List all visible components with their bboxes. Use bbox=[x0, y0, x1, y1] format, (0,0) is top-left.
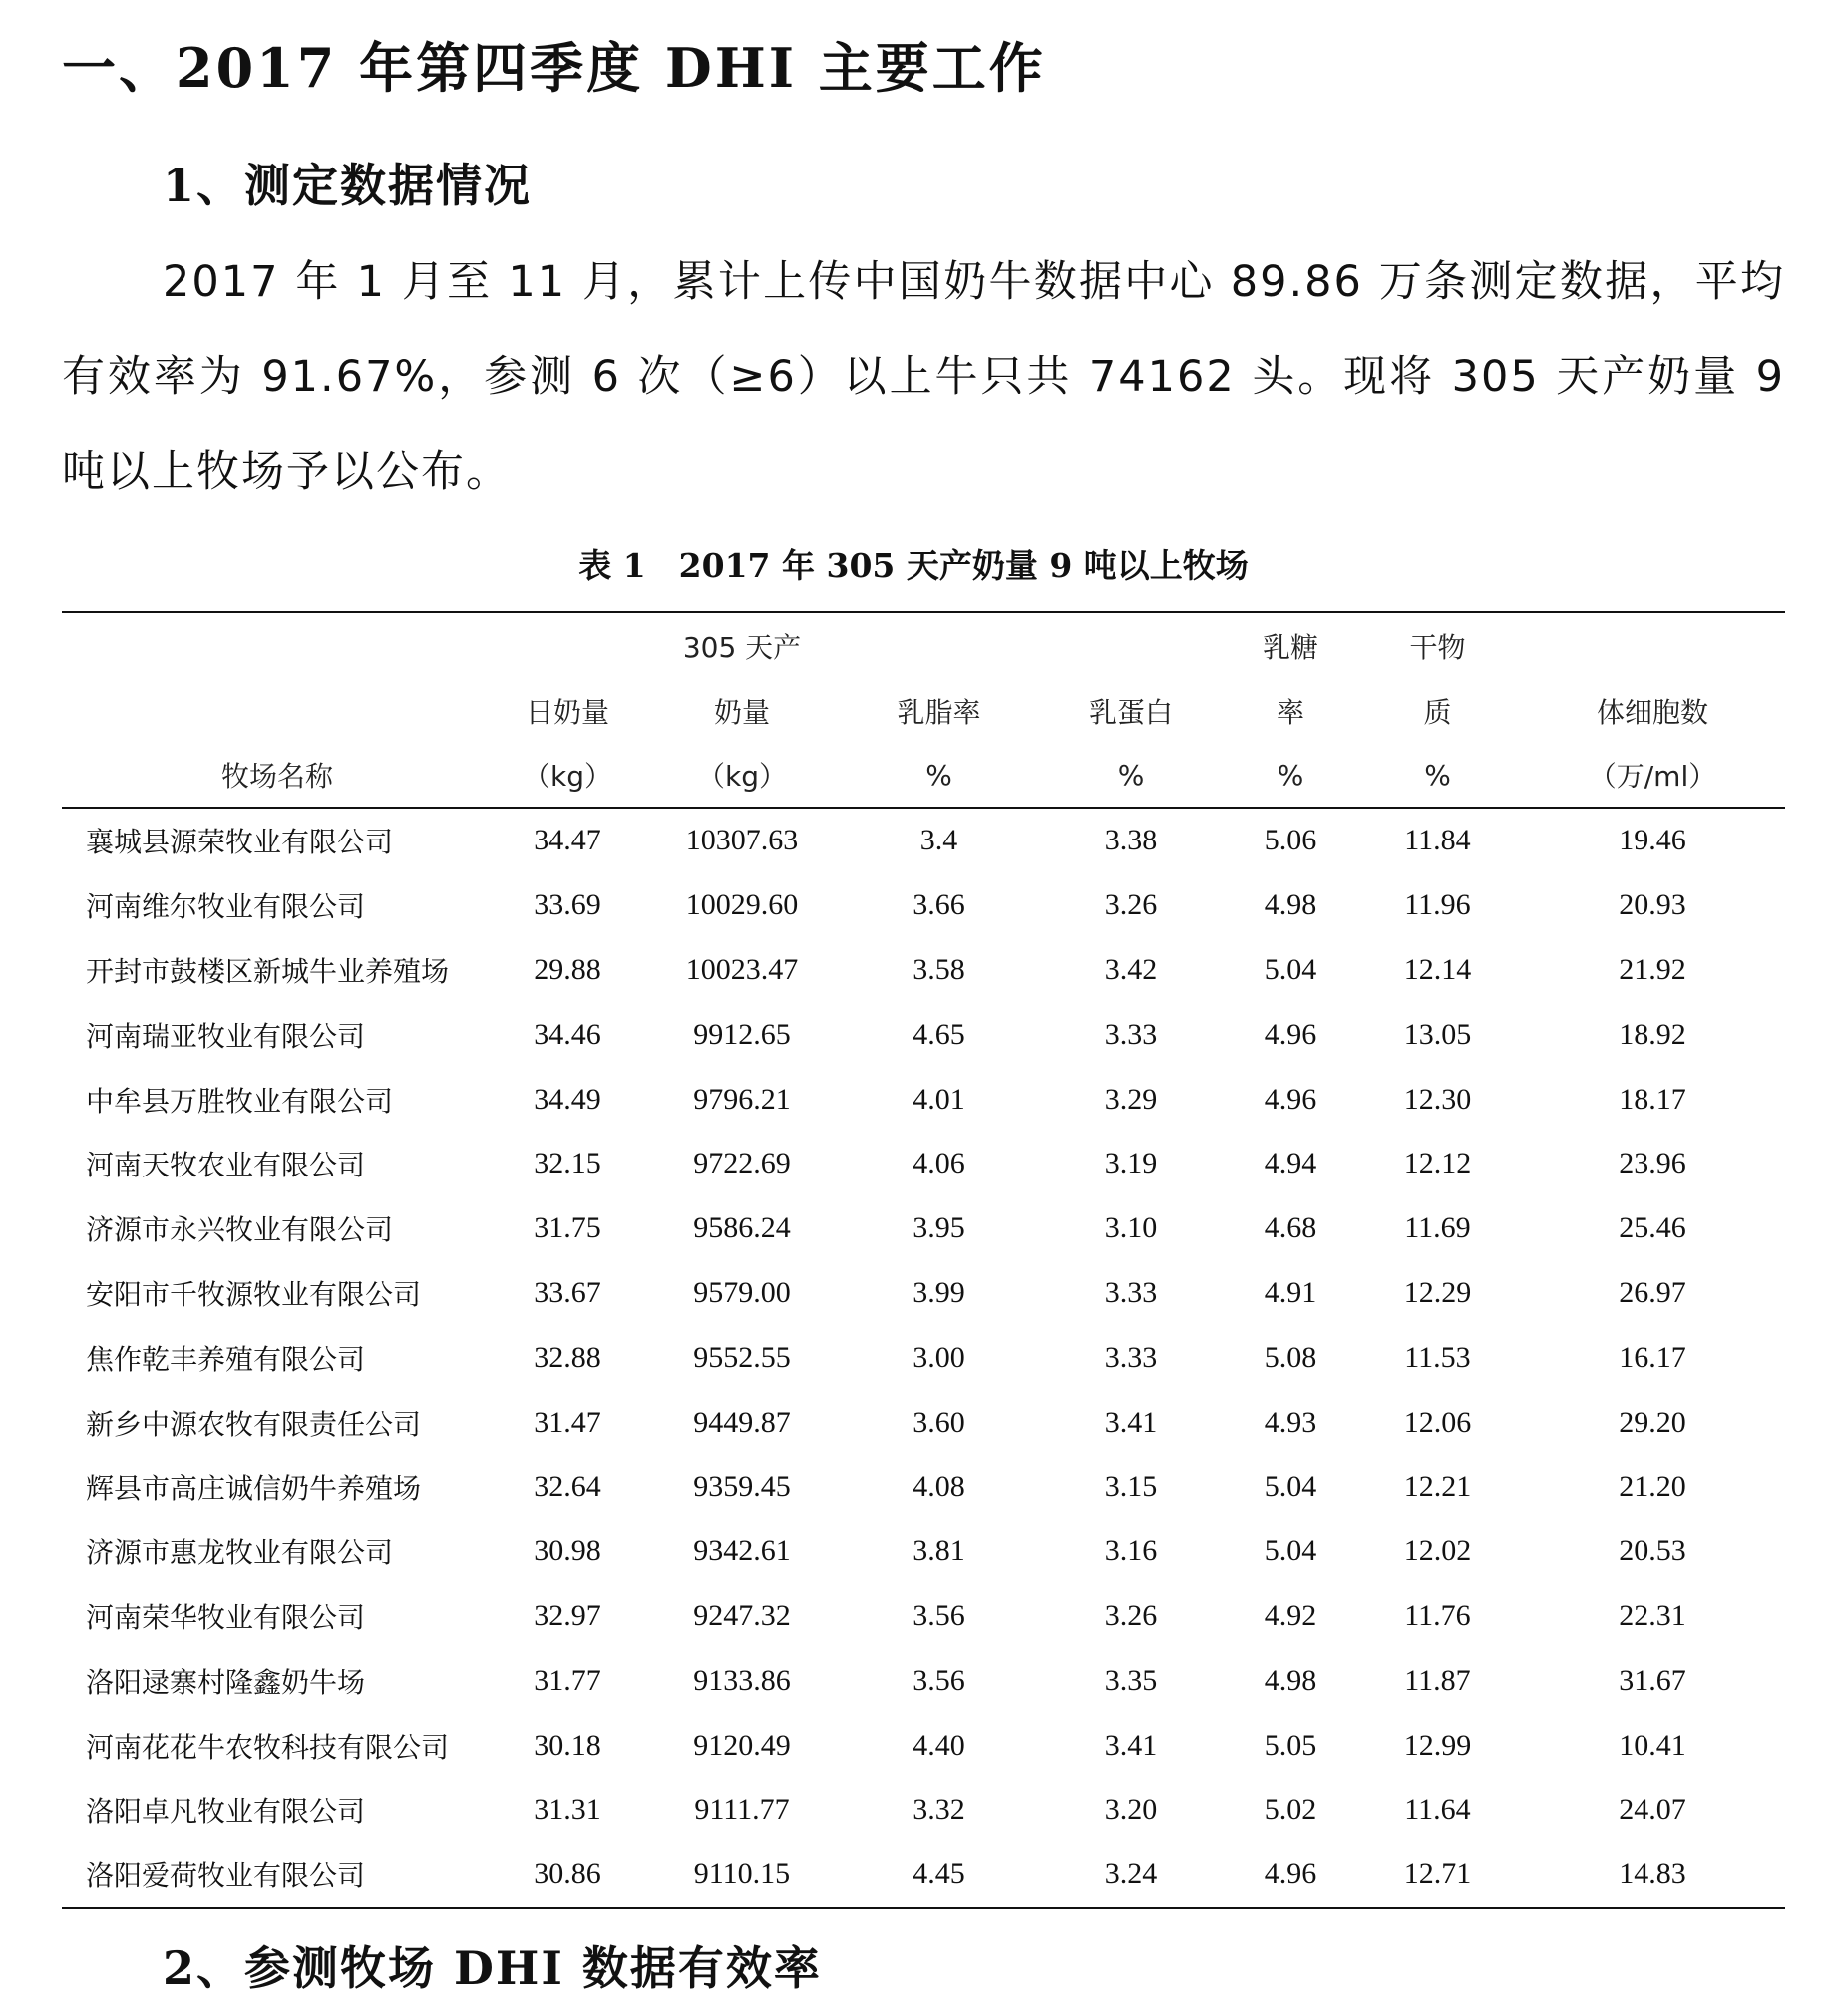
value-cell: 25.46 bbox=[1619, 1211, 1686, 1245]
value-cell: 3.56 bbox=[913, 1598, 965, 1632]
value-cell: 10307.63 bbox=[685, 824, 799, 857]
value-cell: 3.4 bbox=[919, 824, 958, 857]
table-row bbox=[62, 1067, 1785, 1132]
value-cell: 4.94 bbox=[1264, 1147, 1317, 1180]
value-cell: 4.92 bbox=[1264, 1598, 1317, 1632]
value-cell: 18.17 bbox=[1619, 1082, 1686, 1116]
value-cell: 3.32 bbox=[913, 1793, 965, 1827]
value-cell: 22.31 bbox=[1619, 1598, 1686, 1632]
value-cell: 31.31 bbox=[534, 1793, 601, 1827]
value-cell: 5.02 bbox=[1264, 1793, 1317, 1827]
value-cell: 9586.24 bbox=[693, 1211, 791, 1245]
value-cell: 30.18 bbox=[534, 1728, 601, 1762]
table-row bbox=[62, 1519, 1785, 1584]
value-cell: 9359.45 bbox=[693, 1470, 791, 1504]
value-cell: 3.41 bbox=[1104, 1728, 1158, 1762]
value-cell: 10029.60 bbox=[685, 888, 799, 922]
value-cell: 18.92 bbox=[1619, 1017, 1686, 1051]
value-cell: 14.83 bbox=[1520, 1843, 1785, 1908]
value-cell: 9133.86 bbox=[693, 1663, 791, 1697]
value-cell: 9120.49 bbox=[693, 1728, 791, 1762]
farm-name-cell: 辉县市高庄诚信奶牛养殖场 bbox=[86, 1472, 422, 1506]
header-cell: 乳糖 bbox=[1226, 612, 1355, 679]
table-row bbox=[62, 1196, 1785, 1261]
value-cell: 30.98 bbox=[534, 1534, 601, 1568]
header-cell bbox=[1520, 612, 1785, 679]
header-cell: % bbox=[1355, 743, 1520, 808]
value-cell: 11.84 bbox=[1404, 824, 1471, 857]
value-cell: 5.04 bbox=[1264, 1534, 1317, 1568]
header-cell bbox=[1036, 612, 1226, 679]
value-cell: 5.06 bbox=[1264, 824, 1317, 857]
header-row-2 bbox=[62, 679, 1785, 743]
table-row bbox=[62, 1713, 1785, 1778]
header-row-3 bbox=[62, 743, 1785, 808]
table-body bbox=[62, 808, 1785, 1908]
value-cell: 20.53 bbox=[1619, 1534, 1686, 1568]
header-cell: 质 bbox=[1423, 696, 1452, 729]
value-cell: 4.45 bbox=[842, 1843, 1036, 1908]
value-cell: 32.15 bbox=[534, 1147, 601, 1180]
value-cell: 3.42 bbox=[1104, 952, 1158, 986]
value-cell: 31.47 bbox=[534, 1405, 601, 1439]
document-heading: 一、2017 年第四季度 DHI 主要工作 bbox=[62, 36, 1046, 100]
value-cell: 12.12 bbox=[1403, 1147, 1472, 1180]
table-row bbox=[62, 1648, 1785, 1713]
value-cell: 3.58 bbox=[913, 952, 965, 986]
table-caption: 表 1 2017 年 305 天产奶量 9 吨以上牧场 bbox=[578, 546, 1249, 585]
value-cell: 9552.55 bbox=[693, 1340, 791, 1374]
value-cell: 3.99 bbox=[913, 1275, 965, 1309]
section-1-title: 1、测定数据情况 bbox=[163, 159, 533, 212]
value-cell: 11.64 bbox=[1404, 1793, 1471, 1827]
value-cell: 12.29 bbox=[1403, 1275, 1472, 1309]
value-cell: 9111.77 bbox=[694, 1793, 790, 1827]
value-cell: 9722.69 bbox=[693, 1147, 791, 1180]
farm-name-cell: 襄城县源荣牧业有限公司 bbox=[86, 826, 394, 859]
value-cell: 3.26 bbox=[1104, 888, 1158, 922]
value-cell: 9912.65 bbox=[693, 1017, 791, 1051]
value-cell: 3.33 bbox=[1104, 1275, 1158, 1309]
table-row bbox=[62, 1325, 1785, 1390]
value-cell: 4.40 bbox=[913, 1728, 965, 1762]
value-cell: 12.06 bbox=[1403, 1405, 1472, 1439]
value-cell: 30.86 bbox=[493, 1843, 642, 1908]
value-cell: 9449.87 bbox=[693, 1405, 791, 1439]
value-cell: 21.20 bbox=[1619, 1470, 1686, 1504]
value-cell: 24.07 bbox=[1619, 1793, 1686, 1827]
value-cell: 3.33 bbox=[1104, 1340, 1158, 1374]
value-cell: 31.77 bbox=[534, 1663, 601, 1697]
value-cell: 34.46 bbox=[534, 1017, 601, 1051]
farm-name-cell: 河南瑞亚牧业有限公司 bbox=[86, 1019, 366, 1053]
value-cell: 4.91 bbox=[1264, 1275, 1317, 1309]
farm-name-cell: 洛阳逯寨村隆鑫奶牛场 bbox=[86, 1665, 366, 1699]
value-cell: 3.00 bbox=[913, 1340, 965, 1374]
value-cell: 3.66 bbox=[913, 888, 965, 922]
value-cell: 3.24 bbox=[1036, 1843, 1226, 1908]
header-cell: % bbox=[842, 743, 1036, 808]
header-cell: 体细胞数 bbox=[1596, 696, 1708, 729]
value-cell: 3.26 bbox=[1104, 1598, 1158, 1632]
header-cell: 牧场名称 bbox=[62, 743, 493, 808]
value-cell: 4.68 bbox=[1264, 1211, 1317, 1245]
table-row bbox=[62, 1843, 1785, 1908]
value-cell: 12.99 bbox=[1403, 1728, 1472, 1762]
value-cell: 4.65 bbox=[913, 1017, 965, 1051]
value-cell: 5.04 bbox=[1264, 952, 1317, 986]
value-cell: 26.97 bbox=[1619, 1275, 1686, 1309]
value-cell: 32.97 bbox=[534, 1598, 601, 1632]
value-cell: 19.46 bbox=[1619, 824, 1686, 857]
value-cell: 32.88 bbox=[534, 1340, 601, 1374]
header-cell bbox=[493, 612, 642, 679]
header-row-1 bbox=[62, 612, 1785, 679]
header-cell: % bbox=[1226, 743, 1355, 808]
value-cell: 10023.47 bbox=[685, 952, 799, 986]
value-cell: 4.08 bbox=[913, 1470, 965, 1504]
value-cell: 31.75 bbox=[534, 1211, 601, 1245]
value-cell: 4.98 bbox=[1264, 1663, 1317, 1697]
farm-name-cell: 开封市鼓楼区新城牛业养殖场 bbox=[86, 954, 450, 988]
value-cell: 11.76 bbox=[1404, 1598, 1471, 1632]
value-cell: 9342.61 bbox=[693, 1534, 791, 1568]
header-cell: 率 bbox=[1276, 696, 1304, 729]
table-row bbox=[62, 1778, 1785, 1843]
value-cell: 9579.00 bbox=[693, 1275, 791, 1309]
value-cell: 3.10 bbox=[1104, 1211, 1158, 1245]
table-row bbox=[62, 1390, 1785, 1455]
farm-name-cell: 安阳市千牧源牧业有限公司 bbox=[86, 1277, 422, 1311]
header-cell: （万/ml） bbox=[1520, 743, 1785, 808]
value-cell: 31.67 bbox=[1619, 1663, 1686, 1697]
header-cell: 乳蛋白 bbox=[1088, 696, 1173, 729]
table-row bbox=[62, 1261, 1785, 1326]
farm-name-cell: 中牟县万胜牧业有限公司 bbox=[86, 1084, 394, 1118]
farm-name-cell: 焦作乾丰养殖有限公司 bbox=[86, 1342, 366, 1376]
value-cell: 3.15 bbox=[1104, 1470, 1158, 1504]
value-cell: 4.98 bbox=[1264, 888, 1317, 922]
value-cell: 32.64 bbox=[534, 1470, 601, 1504]
farm-name-cell: 洛阳卓凡牧业有限公司 bbox=[86, 1795, 366, 1829]
value-cell: 12.30 bbox=[1403, 1082, 1472, 1116]
value-cell: 12.14 bbox=[1403, 952, 1472, 986]
value-cell: 3.35 bbox=[1104, 1663, 1158, 1697]
value-cell: 33.69 bbox=[534, 888, 601, 922]
farm-name-cell: 洛阳爱荷牧业有限公司 bbox=[62, 1843, 493, 1908]
value-cell: 9110.15 bbox=[642, 1843, 842, 1908]
farm-table bbox=[62, 611, 1785, 1909]
value-cell: 12.21 bbox=[1403, 1470, 1472, 1504]
table-row bbox=[62, 1455, 1785, 1519]
value-cell: 34.49 bbox=[534, 1082, 601, 1116]
value-cell: 34.47 bbox=[534, 824, 601, 857]
value-cell: 3.16 bbox=[1104, 1534, 1158, 1568]
value-cell: 4.01 bbox=[913, 1082, 965, 1116]
value-cell: 11.69 bbox=[1404, 1211, 1471, 1245]
value-cell: 5.08 bbox=[1264, 1340, 1317, 1374]
value-cell: 11.96 bbox=[1404, 888, 1471, 922]
value-cell: 23.96 bbox=[1619, 1147, 1686, 1180]
value-cell: 12.02 bbox=[1403, 1534, 1472, 1568]
value-cell: 3.33 bbox=[1104, 1017, 1158, 1051]
section-2-title: 2、参测牧场 DHI 数据有效率 bbox=[163, 1941, 822, 1995]
farm-name-cell: 新乡中源农牧有限责任公司 bbox=[86, 1407, 422, 1441]
value-cell: 9247.32 bbox=[693, 1598, 791, 1632]
value-cell: 4.96 bbox=[1264, 1082, 1317, 1116]
value-cell: 3.56 bbox=[913, 1663, 965, 1697]
value-cell: 9796.21 bbox=[693, 1082, 791, 1116]
value-cell: 3.38 bbox=[1104, 824, 1158, 857]
value-cell: 3.95 bbox=[913, 1211, 965, 1245]
header-cell: 干物 bbox=[1355, 612, 1520, 679]
table-row bbox=[62, 938, 1785, 1003]
value-cell: 10.41 bbox=[1619, 1728, 1686, 1762]
value-cell: 21.92 bbox=[1619, 952, 1686, 986]
table-row bbox=[62, 1002, 1785, 1067]
value-cell: 4.96 bbox=[1264, 1017, 1317, 1051]
table-row bbox=[62, 1132, 1785, 1196]
value-cell: 12.71 bbox=[1355, 1843, 1520, 1908]
value-cell: 3.20 bbox=[1104, 1793, 1158, 1827]
value-cell: 3.81 bbox=[913, 1534, 965, 1568]
value-cell: 3.19 bbox=[1104, 1147, 1158, 1180]
farm-name-cell: 河南荣华牧业有限公司 bbox=[86, 1600, 366, 1634]
value-cell: 3.29 bbox=[1104, 1082, 1158, 1116]
value-cell: 11.53 bbox=[1404, 1340, 1471, 1374]
header-cell: 乳脂率 bbox=[897, 696, 981, 729]
section-1-paragraph: 2017 年 1 月至 11 月，累计上传中国奶牛数据中心 89.86 万条测定数据，平均有效率为 91.67%，参测 6 次（≥6）以上牛只共 74162 头。现将 305 天产奶量 9 吨以上牧场予以公布。 bbox=[62, 257, 1785, 497]
value-cell: 3.60 bbox=[913, 1405, 965, 1439]
header-cell bbox=[62, 679, 493, 743]
value-cell: 29.20 bbox=[1619, 1405, 1686, 1439]
value-cell: 4.96 bbox=[1226, 1843, 1355, 1908]
value-cell: 20.93 bbox=[1619, 888, 1686, 922]
header-cell: % bbox=[1036, 743, 1226, 808]
value-cell: 33.67 bbox=[534, 1275, 601, 1309]
table-row bbox=[62, 873, 1785, 938]
farm-name-cell: 河南天牧农业有限公司 bbox=[86, 1149, 366, 1182]
header-cell: 奶量 bbox=[713, 696, 770, 729]
header-cell bbox=[842, 612, 1036, 679]
header-cell bbox=[62, 612, 493, 679]
header-cell: （kg） bbox=[493, 743, 642, 808]
table-row bbox=[62, 808, 1785, 873]
farm-name-cell: 河南维尔牧业有限公司 bbox=[86, 890, 366, 924]
header-cell: 305 天产 bbox=[642, 612, 842, 679]
table-row bbox=[62, 1584, 1785, 1649]
value-cell: 4.93 bbox=[1264, 1405, 1317, 1439]
value-cell: 29.88 bbox=[534, 952, 601, 986]
value-cell: 4.06 bbox=[913, 1147, 965, 1180]
value-cell: 13.05 bbox=[1403, 1017, 1472, 1051]
farm-name-cell: 济源市惠龙牧业有限公司 bbox=[86, 1536, 394, 1570]
value-cell: 11.87 bbox=[1404, 1663, 1471, 1697]
farm-name-cell: 济源市永兴牧业有限公司 bbox=[86, 1213, 394, 1247]
header-cell: 日奶量 bbox=[525, 696, 609, 729]
value-cell: 5.04 bbox=[1264, 1470, 1317, 1504]
value-cell: 16.17 bbox=[1619, 1340, 1686, 1374]
farm-name-cell: 河南花花牛农牧科技有限公司 bbox=[86, 1730, 450, 1764]
header-cell: （kg） bbox=[642, 743, 842, 808]
value-cell: 5.05 bbox=[1264, 1728, 1317, 1762]
value-cell: 3.41 bbox=[1104, 1405, 1158, 1439]
